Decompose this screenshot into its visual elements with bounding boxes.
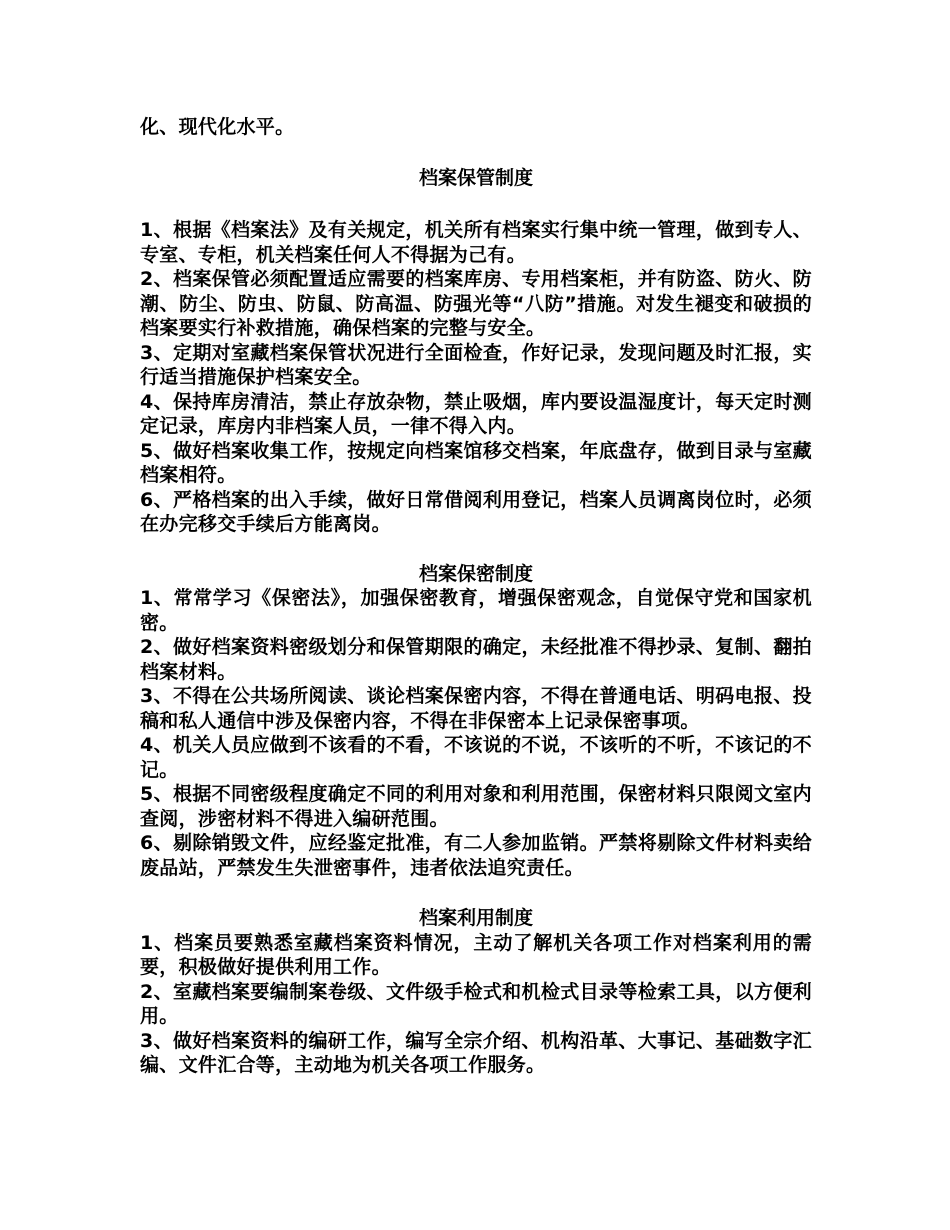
paragraph: 3、不得在公共场所阅读、谈论档案保密内容，不得在普通电话、明码电报、投稿和私人通信中涉及保密内容，不得在非保密本上记录保密事项。 (140, 685, 812, 732)
paragraph: 2、档案保管必须配置适应需要的档案库房、专用档案柜，并有防盗、防火、防潮、防尘、防虫、防鼠、防高温、防强光等“八防”措施。对发生褪变和破损的档案要实行补救措施，确保档案的完整与安全。 (140, 268, 812, 339)
paragraph: 3、做好档案资料的编研工作，编写全宗介绍、机构沿革、大事记、基础数字汇编、文件汇合等，主动地为机关各项工作服务。 (140, 1029, 812, 1076)
paragraph: 1、档案员要熟悉室藏档案资料情况，主动了解机关各项工作对档案利用的需要，积极做好提供利用工作。 (140, 931, 812, 978)
paragraph: 2、室藏档案要编制案卷级、文件级手检式和机检式目录等检索工具，以方便利用。 (140, 980, 812, 1027)
section-title-usage: 档案利用制度 (418, 907, 533, 929)
section-title-storage: 档案保管制度 (418, 166, 533, 189)
paragraph: 1、根据《档案法》及有关规定，机关所有档案实行集中统一管理，做到专人、专室、专柜，机关档案任何人不得据为己有。 (140, 219, 812, 266)
paragraph: 6、剔除销毁文件，应经鉴定批准，有二人参加监销。严禁将剔除文件材料卖给废品站，严禁发生失泄密事件，违者依法追究责任。 (140, 832, 812, 879)
paragraph: 4、保持库房清洁，禁止存放杂物，禁止吸烟，库内要设温湿度计，每天定时测定记录，库房内非档案人员，一律不得入内。 (140, 390, 812, 437)
paragraph: 5、根据不同密级程度确定不同的利用对象和利用范围，保密材料只限阅文室内查阅，涉密材料不得进入编研范围。 (140, 783, 812, 830)
paragraph: 4、机关人员应做到不该看的不看，不该说的不说，不该听的不听，不该记的不记。 (140, 734, 812, 781)
paragraph: 6、严格档案的出入手续，做好日常借阅利用登记，档案人员调离岗位时，必须在办完移交手续后方能离岗。 (140, 488, 812, 535)
document-page (140, 115, 812, 1078)
intro-text: 化、现代化水平。 (140, 116, 295, 138)
paragraph: 1、常常学习《保密法》，加强保密教育，增强保密观念，自觉保守党和国家机密。 (140, 587, 812, 634)
paragraph: 2、做好档案资料密级划分和保管期限的确定，未经批准不得抄录、复制、翻拍档案材料。 (140, 636, 812, 683)
section-title-confidentiality: 档案保密制度 (418, 562, 533, 585)
paragraph: 5、做好档案收集工作，按规定向档案馆移交档案，年底盘存，做到目录与室藏档案相符。 (140, 439, 812, 486)
paragraph: 3、定期对室藏档案保管状况进行全面检查，作好记录，发现问题及时汇报，实行适当措施保护档案安全。 (140, 341, 812, 388)
